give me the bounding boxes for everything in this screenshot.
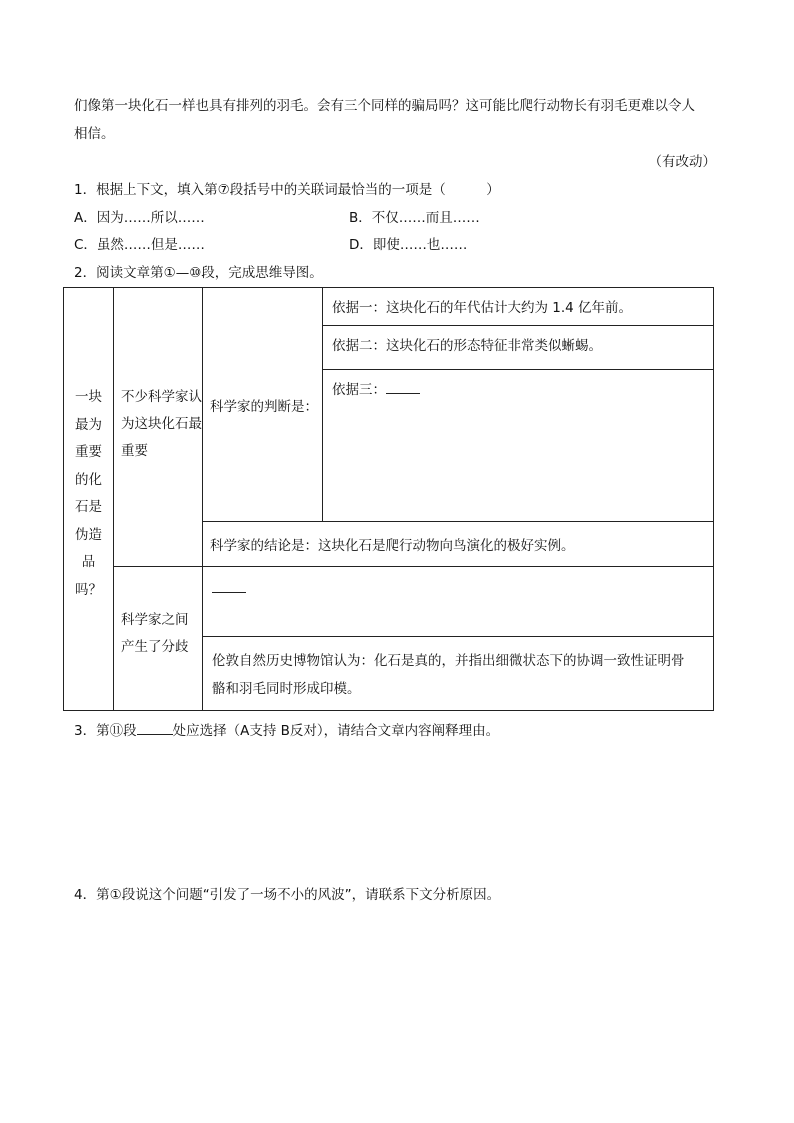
conclusion: 科学家的结论是：这块化石是爬行动物向鸟演化的极好实例。 <box>203 522 714 567</box>
museum-view: 伦敦自然历史博物馆认为：化石是真的，并指出细微状态下的协调一致性证明骨 骼和羽毛同时形成印模。 <box>203 637 714 711</box>
q3-answer-blank[interactable] <box>137 722 173 735</box>
passage-line-2: 相信。 <box>74 126 115 142</box>
basis-3-blank[interactable] <box>386 382 420 394</box>
q1-option-b: B．不仅……而且…… <box>349 210 480 226</box>
q3-stem: 3．第⑪段 处应选择（A支持 B反对），请结合文章内容阐释理由。 <box>74 723 500 739</box>
source-note: （有改动） <box>648 154 716 170</box>
basis-3-label: 依据三： <box>332 382 386 398</box>
branch-scientists-disagree: 科学家之间 产生了分歧 <box>114 567 203 711</box>
disagreement-blank-cell[interactable] <box>203 567 714 637</box>
judgement-label: 科学家的判断是： <box>203 288 323 522</box>
q4-stem: 4．第①段说这个问题“引发了一场不小的风波”，请联系下文分析原因。 <box>74 887 501 903</box>
disagreement-blank[interactable] <box>212 581 246 593</box>
passage-line-1: 们像第一块化石一样也具有排列的羽毛。会有三个同样的骗局吗？这可能比爬行动物长有羽毛更难以令人 <box>74 98 695 114</box>
q1-option-d: D．即使……也…… <box>349 237 468 253</box>
basis-3-cell <box>323 370 714 522</box>
mind-map-root: 一块 最为 重要 的化 石是 伪造 品 吗？ <box>64 288 114 711</box>
basis-1: 依据一：这块化石的年代估计大约为 1.4 亿年前。 <box>323 288 714 326</box>
q2-stem: 2．阅读文章第①—⑩段，完成思维导图。 <box>74 265 323 281</box>
q1-stem: 1．根据上下文，填入第⑦段括号中的关联词最恰当的一项是（ ） <box>74 182 500 198</box>
q1-option-c: C．虽然……但是…… <box>74 237 205 253</box>
basis-2: 依据二：这块化石的形态特征非常类似蜥蜴。 <box>323 326 714 370</box>
q1-option-a: A．因为……所以…… <box>74 210 205 226</box>
mind-map-table <box>63 287 714 711</box>
branch-scientists-agree: 不少科学家认为这块化石最重要 <box>114 288 203 567</box>
